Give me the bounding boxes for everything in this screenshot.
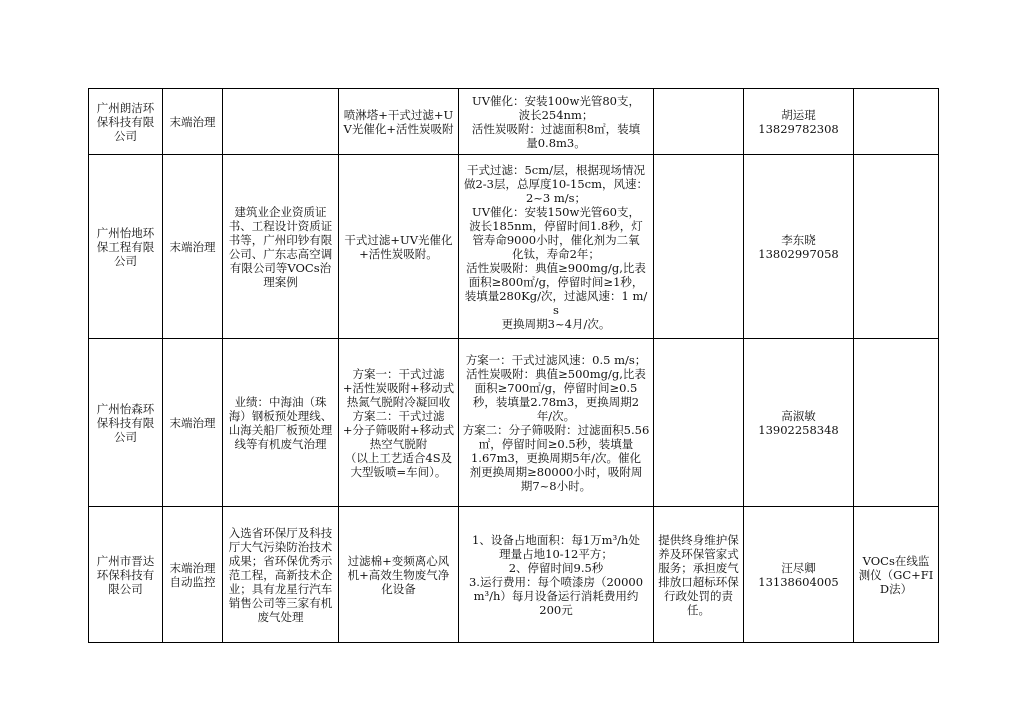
vendor-table [88,88,939,643]
company-cell: 广州怡地环保工程有限公司 [89,155,163,339]
type-cell: 末端治理 自动监控 [163,507,223,643]
details-cell: 干式过滤：5cm/层，根据现场情况 做2-3层，总厚度10-15cm，风速： 2~3 m/s； UV催化：安装150w光管60支， 波长185nm，停留时间1.8秒，灯 管寿命9000小时，催化剂为二氧 化钛，寿命2年； 活性炭吸附：典值≥900mg/g,比表 面积≥800㎡/g，停留时间≥1秒， 装填量280Kg/次，过滤风速：1 m/s 更换周期3~4月/次。 [459,155,654,339]
contact-cell: 胡运琨 13829782308 [744,89,854,155]
qualification-cell: 建筑业企业资质证书、工程设计资质证书等，广州印钞有限公司、广东志高空调有限公司等VOCs治理案例 [223,155,339,339]
qualification-cell: 业绩：中海油（珠海）钢板预处理线、山海关船厂板预处理线等有机废气治理 [223,339,339,507]
table-row [89,339,939,507]
details-cell: 1、设备占地面积：每1万m³/h处 理量占地10-12平方； 2、停留时间9.5秒 3.运行费用：每个喷漆房（20000 m³/h）每月设备运行消耗费用约 200元 [459,507,654,643]
process-cell: 方案一：干式过滤+活性炭吸附+移动式热氮气脱附冷凝回收 方案二：干式过滤+分子筛吸附+移动式热空气脱附 （以上工艺适合4S及大型钣喷=车间）。 [339,339,459,507]
company-cell: 广州市晋达环保科技有限公司 [89,507,163,643]
company-cell: 广州朗洁环保科技有限公司 [89,89,163,155]
service-cell [654,155,744,339]
process-cell: 过滤棉+变频离心风机+高效生物废气净化设备 [339,507,459,643]
service-cell: 提供终身维护保养及环保管家式服务；承担废气排放口超标环保行政处罚的责任。 [654,507,744,643]
table-row [89,89,939,155]
other-cell: VOCs在线监测仪（GC+FID法） [854,507,939,643]
service-cell [654,339,744,507]
other-cell [854,155,939,339]
details-cell: UV催化：安装100w光管80支， 波长254nm； 活性炭吸附：过滤面积8㎡，装填 量0.8m3。 [459,89,654,155]
other-cell [854,89,939,155]
table-row [89,507,939,643]
table-row [89,155,939,339]
type-cell: 末端治理 [163,155,223,339]
company-cell: 广州怡森环保科技有限公司 [89,339,163,507]
contact-cell: 李东晓 13802997058 [744,155,854,339]
other-cell [854,339,939,507]
process-cell: 干式过滤+UV光催化+活性炭吸附。 [339,155,459,339]
process-cell: 喷淋塔+干式过滤+UV光催化+活性炭吸附 [339,89,459,155]
contact-cell: 汪尽卿 13138604005 [744,507,854,643]
contact-cell: 高淑敏 13902258348 [744,339,854,507]
qualification-cell [223,89,339,155]
service-cell [654,89,744,155]
type-cell: 末端治理 [163,89,223,155]
details-cell: 方案一：干式过滤风速：0.5 m/s； 活性炭吸附：典值≥500mg/g,比表 面积≥700㎡/g，停留时间≥0.5 秒，装填量2.78m3，更换周期2 年/次。 方案二：分子筛吸附：过滤面积5.56 ㎡，停留时间≥0.5秒，装填量 1.67m3，更换周期5年/次。催化 剂更换周期≥80000小时，吸附周 期7~8小时。 [459,339,654,507]
type-cell: 末端治理 [163,339,223,507]
qualification-cell: 入选省环保厅及科技厅大气污染防治技术成果；省环保优秀示范工程，高新技术企业；具有龙星行汽车销售公司等三家有机废气处理 [223,507,339,643]
